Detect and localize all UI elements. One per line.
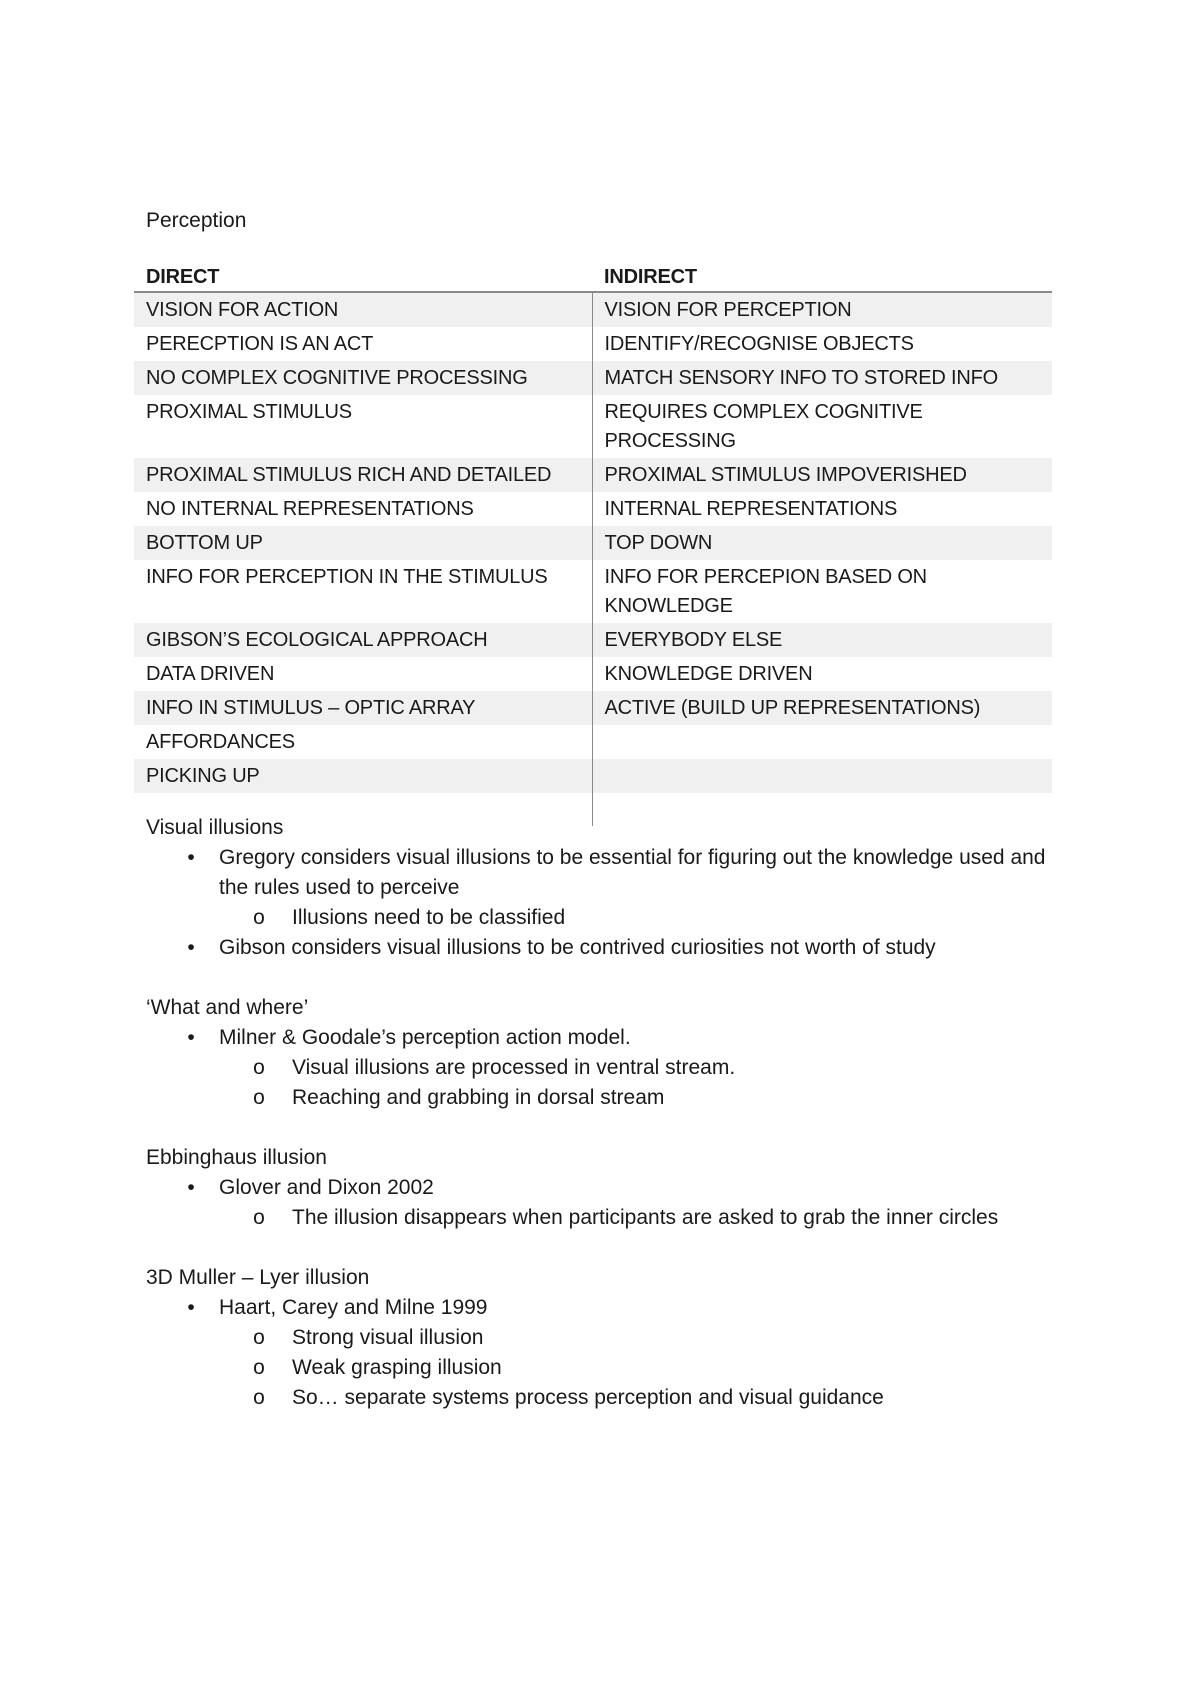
list-item [146,843,1066,933]
bullet-list [146,843,1066,963]
sub-list [219,1053,1066,1113]
sub-item-text: Strong visual illusion [292,1326,484,1349]
sub-list-item [219,1353,1066,1383]
sub-list [219,903,1066,933]
circle-bullet-icon: o [253,1056,265,1079]
direct-cell: BOTTOM UP [134,526,592,560]
indirect-cell: INFO FOR PERCEPION BASED ON KNOWLEDGE [604,566,927,617]
direct-cell: DATA DRIVEN [134,657,592,691]
sub-item-text: The illusion disappears when participants are asked to grab the inner circles [292,1206,999,1229]
sub-list-item [219,1383,1066,1413]
list-item-text: Haart, Carey and Milne 1999 [219,1296,488,1319]
table-row [134,691,1052,725]
table-row [134,623,1052,657]
section-what-and-where [146,993,1066,1113]
circle-bullet-icon: o [253,906,265,929]
table-row [134,492,1052,526]
circle-bullet-icon: o [253,1326,265,1349]
header-direct: DIRECT [134,262,592,292]
bullet-icon: • [187,1176,195,1199]
direct-cell: INFO IN STIMULUS – OPTIC ARRAY [134,691,592,725]
bullet-list [146,1173,1066,1233]
direct-cell: NO COMPLEX COGNITIVE PROCESSING [134,361,592,395]
sub-item-text: Illusions need to be classified [292,906,566,929]
direct-cell: NO INTERNAL REPRESENTATIONS [134,492,592,526]
direct-cell: PERECPTION IS AN ACT [134,327,592,361]
indirect-cell: IDENTIFY/RECOGNISE OBJECTS [604,333,914,355]
sub-list-item [219,1083,1066,1113]
page-title: Perception [146,209,247,232]
table-row [134,395,1052,458]
header-indirect: INDIRECT [592,262,1052,292]
section-visual-illusions [146,813,1066,963]
section-ebbinghaus-illusion [146,1143,1066,1233]
table-header-row [134,262,1052,292]
direct-cell: VISION FOR ACTION [134,292,592,327]
sub-list [219,1203,1066,1233]
list-item [146,1293,1066,1413]
sub-list-item [219,1053,1066,1083]
sub-list-item [219,1323,1066,1353]
direct-cell: PROXIMAL STIMULUS [134,395,592,458]
indirect-cell: MATCH SENSORY INFO TO STORED INFO [592,361,1052,395]
circle-bullet-icon: o [253,1356,265,1379]
sub-item-text: Visual illusions are processed in ventral stream. [292,1056,736,1079]
indirect-cell [592,759,1052,793]
list-item-text: Glover and Dixon 2002 [219,1176,434,1199]
section-heading: 3D Muller – Lyer illusion [146,1266,370,1289]
table-row [134,292,1052,327]
indirect-cell: EVERYBODY ELSE [592,623,1052,657]
bullet-list [146,1023,1066,1113]
table-row [134,361,1052,395]
bullet-icon: • [187,846,195,869]
list-item-text: Gregory considers visual illusions to be essential for figuring out the knowledge used and the rules used to perceive [219,846,1046,899]
list-item [146,1173,1066,1233]
table-row [134,657,1052,691]
direct-cell: PROXIMAL STIMULUS RICH AND DETAILED [134,458,592,492]
table-row [134,458,1052,492]
bullet-icon: • [187,936,195,959]
indirect-cell [592,725,1052,759]
sub-list-item [219,903,1066,933]
sub-item-text: Reaching and grabbing in dorsal stream [292,1086,665,1109]
table-row [134,759,1052,793]
indirect-cell: INTERNAL REPRESENTATIONS [604,498,898,520]
list-item-text: Milner & Goodale’s perception action model. [219,1026,631,1049]
section-heading: Ebbinghaus illusion [146,1146,327,1169]
bullet-list [146,1293,1066,1413]
indirect-cell: PROXIMAL STIMULUS IMPOVERISHED [592,458,1052,492]
sub-list-item [219,1203,1066,1233]
indirect-cell: ACTIVE (BUILD UP REPRESENTATIONS) [592,691,1052,725]
direct-cell: INFO FOR PERCEPTION IN THE STIMULUS [134,560,592,623]
bullet-icon: • [187,1026,195,1049]
table-row [134,327,1052,361]
circle-bullet-icon: o [253,1206,265,1229]
indirect-cell: KNOWLEDGE DRIVEN [604,663,813,685]
indirect-cell: VISION FOR PERCEPTION [592,292,1052,327]
sub-item-text: So… separate systems process perception and visual guidance [292,1386,884,1409]
section-muller-lyer-illusion [146,1263,1066,1413]
list-item [146,1023,1066,1113]
table-row [134,725,1052,759]
direct-cell: GIBSON’S ECOLOGICAL APPROACH [134,623,592,657]
comparison-table [134,262,1052,826]
circle-bullet-icon: o [253,1386,265,1409]
direct-cell: PICKING UP [134,759,592,793]
table-row [134,526,1052,560]
sub-list [219,1323,1066,1413]
list-item-text: Gibson considers visual illusions to be contrived curiosities not worth of study [219,936,936,959]
indirect-cell: TOP DOWN [592,526,1052,560]
section-heading: ‘What and where’ [146,996,309,1019]
section-heading: Visual illusions [146,816,284,839]
list-item [146,933,1066,963]
sub-item-text: Weak grasping illusion [292,1356,502,1379]
indirect-cell: REQUIRES COMPLEX COGNITIVE PROCESSING [604,401,923,452]
circle-bullet-icon: o [253,1086,265,1109]
table-row [134,560,1052,623]
direct-cell: AFFORDANCES [134,725,592,759]
bullet-icon: • [187,1296,195,1319]
